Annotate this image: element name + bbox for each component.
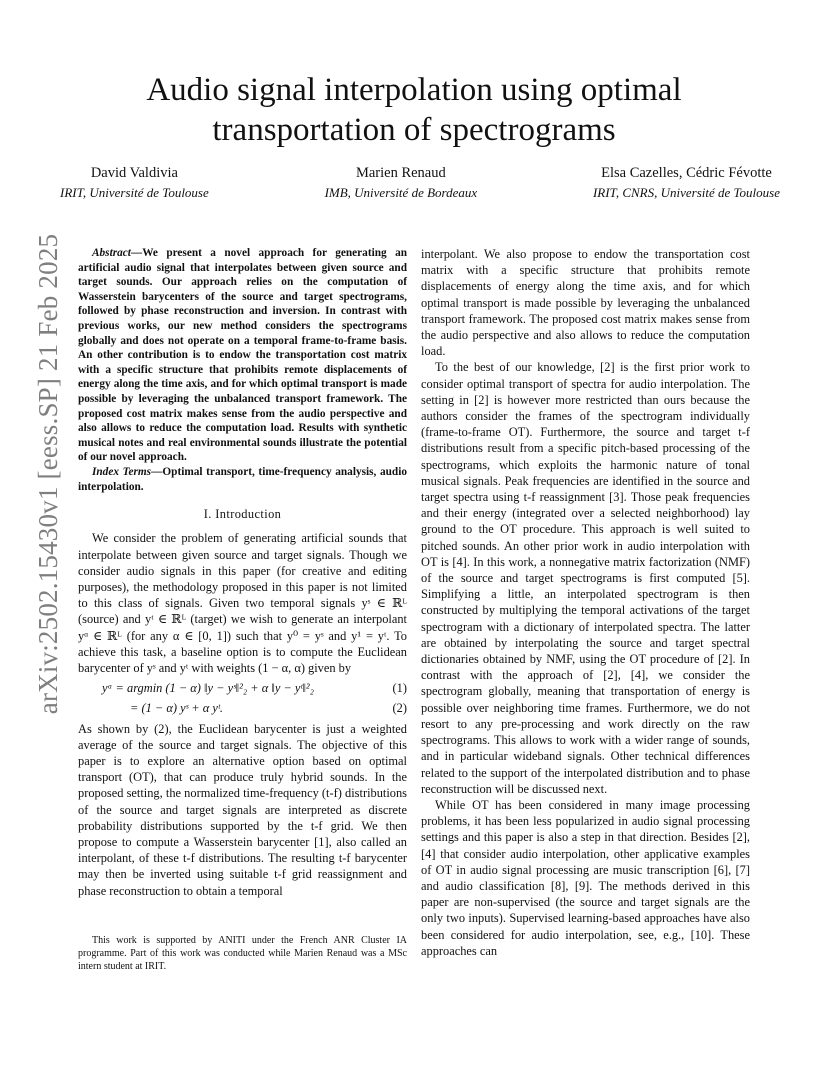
author-affiliation: IRIT, CNRS, Université de Toulouse [592,185,780,200]
right-paragraph-continuation: interpolant. We also propose to endow the transportation cost matrix with a specific structure that prohibits remote displacements of energy along the time axis, and for which optimal transport is made possible by leveraging the unbalanced transport framework. The proposed cost matrix makes sense from the audio perspective and also allows to reduce the computation load. [421,247,750,359]
index-terms-label: Index Terms [92,465,152,478]
author-2 [325,164,478,202]
section-heading-introduction: I. Introduction [203,507,282,522]
equation-2-number: (2) [392,701,407,716]
equation-2-body: = (1 − α) yˢ + α yᵗ. [130,701,224,716]
author-affiliation: IRIT, Université de Toulouse [60,185,209,200]
author-block [60,164,780,202]
footnote: This work is supported by ANITI under the French ANR Cluster IA programme. Part of this work was conducted while Marien Renaud was a MSc intern student at IRIT. [78,935,407,972]
intro-paragraph-1: We consider the problem of generating artificial sounds that interpolate between given source and target signals. Though we consider audio signals in this paper (for creative and editing purposes), the methodology proposed in this paper is not limited to this class of signals. Given two temporal signals yˢ ∈ ℝᴸ (source) and yᵗ ∈ ℝᴸ (target) we wish to generate an interpolant yᵅ ∈ ℝᴸ (for any α ∈ [0, 1]) such that y⁰ = yˢ and y¹ = yᵗ. To achieve this task, a baseline option is to compute the Euclidean barycenter of yˢ and yᵗ with weights (1 − α, α) given by [78,531,407,675]
equation-1-body: yᵅ = argmin (1 − α) ‖y − yˢ‖²₂ + α ‖y − yᵗ‖²₂ [102,681,314,696]
paper-title: Audio signal interpolation using optimal transportation of spectrograms [146,72,682,148]
equation-1 [78,680,407,696]
intro-paragraph-2: As shown by (2), the Euclidean barycenter is just a weighted average of the source and target signals. The objective of this paper is to explore an alternative option based on optimal transport (OT), that can produce truly hybrid sounds. In the proposed setting, the normalized time-frequency (t-f) distributions of the source and target signals are interpreted as discrete probability distributions supported by the t-f grid. We then propose to compute a Wasserstein barycenter [1], also called an interpolant, of these t-f distributions. The resulting t-f barycenter may then be inverted using suitable t-f grid reassignment and phase reconstruction to obtain a temporal [78,721,407,898]
author-name: David Valdivia [90,165,178,181]
right-paragraph-ot-audio: While OT has been considered in many image processing problems, it has been less popularized in audio signal processing settings and this paper is also a step in that direction. Besides [2], [4] that consider audio interpolation, other applicative examples of OT in audio signal processing are music transcription [6], [7] and audio classification [8], [9]. The methods derived in this paper are non-supervised (the source and target signals are the only two inputs). Supervised learning-based approaches have also been considered for audio interpolation, see, e.g., [10]. These approaches can [421,797,750,958]
author-3 [593,164,780,202]
right-column [421,246,750,959]
index-terms [78,465,407,494]
equation-2 [78,700,407,716]
arxiv-stamp [14,233,63,715]
equation-1-number: (1) [392,681,407,696]
index-terms-text: —Optimal transport, time-frequency analysis, audio interpolation. [78,465,407,493]
author-affiliation: IMB, Université de Bordeaux [324,185,478,200]
arxiv-identifier: arXiv:2502.15430v1 [eess.SP] 21 Feb 2025 [33,233,63,715]
abstract-text: —We present a novel approach for generating an artificial audio signal that interpolates between given source and target sounds. Our approach relies on the computation of Wasserstein barycenters of the source and target spectrograms, followed by phase reconstruction and inversion. In contrast with previous works, our new method considers the spectrograms globally and does not operate on a temporal frame-to-frame basis. An other contribution is to endow the transportation cost matrix with a specific structure that prohibits remote displacements of energy along the time axis, and for which optimal transport is made possible by leveraging the unbalanced transport framework. The proposed cost matrix makes sense from the audio perspective and also allows to reduce the computation load. Results with synthetic musical notes and real environmental sounds illustrate the potential of our novel approach. [78,247,407,464]
author-name: Marien Renaud [355,165,446,181]
author-1 [60,164,209,202]
right-paragraph-prior-work: To the best of our knowledge, [2] is the first prior work to consider optimal transport of spectra for audio interpolation. The setting in [2] is however more restricted than ours because the authors consider the frames of the spectrogram individually (frame-to-frame OT). Furthermore, the source and target t-f distributions result from a specific pitch-based processing of the spectrograms, which exploits the harmonic nature of tonal musical signals. Peak frequencies are identified in the source and target spectra using t-f reassignment [3]. Those peak frequencies and their energy (integrated over a selected neighborhood) lay ground to the OT procedure. This approach is well suited to pitched sounds. An other prior work in audio interpolation with OT is [4]. In this work, a nonnegative matrix factorization (NMF) of the source and target spectrograms is first computed [5]. Simplifying a little, an interpolated spectrogram is then constructed by multiplying the temporal activations of the target spectrogram with a dictionary of interpolated spectra. The latter are obtained by interpolating the source and target spectral dictionaries obtained by NMF, using the OT procedure of [2]. In contrast with the approach of [2], [4], we consider the spectrogram globally, meaning that transportation of energy is possible over neighboring time frames. Furthermore, we do not resort to any pre-processing and work directly on the raw spectrograms. This allows to work with a wider range of sounds, and in particular wideband signals. Other technical differences related to the support of the interpolated distribution and to phase reconstruction will be discussed next. [421,360,750,796]
abstract [78,246,407,465]
abstract-label: Abstract [92,247,131,259]
left-column [78,246,407,899]
author-name: Elsa Cazelles, Cédric Févotte [601,165,772,181]
